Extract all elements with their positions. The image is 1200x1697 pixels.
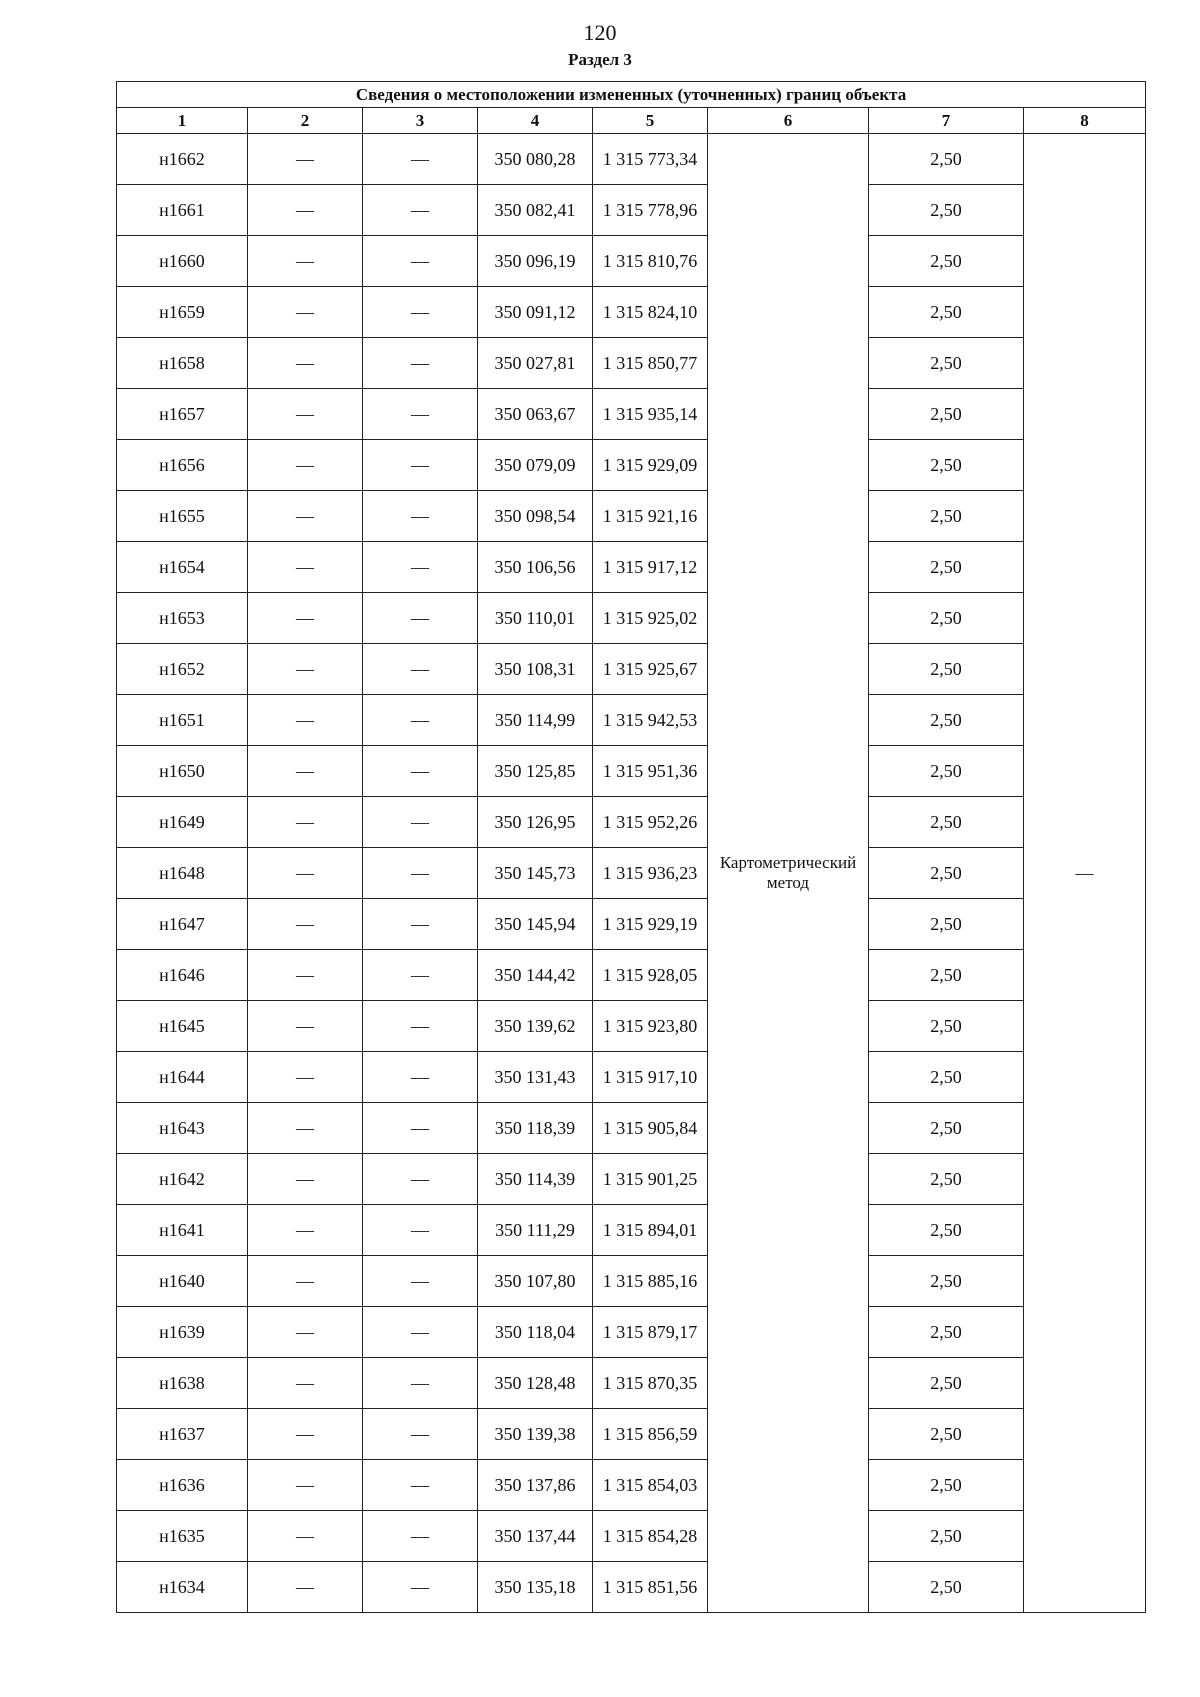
y-coordinate-cell: 1 315 925,67 — [593, 644, 708, 695]
y-coordinate-cell: 1 315 942,53 — [593, 695, 708, 746]
y-coordinate-cell: 1 315 905,84 — [593, 1103, 708, 1154]
col3-cell: — — [363, 797, 478, 848]
accuracy-cell: 2,50 — [869, 1562, 1024, 1613]
point-name-cell: н1642 — [117, 1154, 248, 1205]
point-name-cell: н1643 — [117, 1103, 248, 1154]
col3-cell: — — [363, 899, 478, 950]
x-coordinate-cell: 350 108,31 — [478, 644, 593, 695]
table-body — [117, 134, 1146, 1613]
point-name-cell: н1638 — [117, 1358, 248, 1409]
boundary-coordinates-table — [116, 81, 1146, 1613]
accuracy-cell: 2,50 — [869, 1256, 1024, 1307]
point-name-cell: н1652 — [117, 644, 248, 695]
y-coordinate-cell: 1 315 879,17 — [593, 1307, 708, 1358]
y-coordinate-cell: 1 315 921,16 — [593, 491, 708, 542]
point-name-cell: н1634 — [117, 1562, 248, 1613]
col3-cell: — — [363, 338, 478, 389]
accuracy-cell: 2,50 — [869, 185, 1024, 236]
accuracy-cell: 2,50 — [869, 848, 1024, 899]
table-row — [117, 1562, 1146, 1613]
x-coordinate-cell: 350 106,56 — [478, 542, 593, 593]
col3-cell: — — [363, 644, 478, 695]
point-name-cell: н1646 — [117, 950, 248, 1001]
col2-cell: — — [248, 1154, 363, 1205]
y-coordinate-cell: 1 315 928,05 — [593, 950, 708, 1001]
col2-cell: — — [248, 1307, 363, 1358]
accuracy-cell: 2,50 — [869, 1460, 1024, 1511]
point-name-cell: н1639 — [117, 1307, 248, 1358]
col2-cell: — — [248, 1409, 363, 1460]
table-row — [117, 1205, 1146, 1256]
column-number-7: 7 — [869, 108, 1024, 134]
col2-cell: — — [248, 1205, 363, 1256]
accuracy-cell: 2,50 — [869, 1409, 1024, 1460]
col3-cell: — — [363, 236, 478, 287]
col3-cell: — — [363, 1409, 478, 1460]
column-number-4: 4 — [478, 108, 593, 134]
accuracy-cell: 2,50 — [869, 1205, 1024, 1256]
accuracy-cell: 2,50 — [869, 1154, 1024, 1205]
column-number-2: 2 — [248, 108, 363, 134]
accuracy-cell: 2,50 — [869, 746, 1024, 797]
point-name-cell: н1653 — [117, 593, 248, 644]
x-coordinate-cell: 350 118,04 — [478, 1307, 593, 1358]
col2-cell: — — [248, 593, 363, 644]
point-name-cell: н1656 — [117, 440, 248, 491]
col2-cell: — — [248, 1511, 363, 1562]
y-coordinate-cell: 1 315 854,03 — [593, 1460, 708, 1511]
accuracy-cell: 2,50 — [869, 797, 1024, 848]
y-coordinate-cell: 1 315 952,26 — [593, 797, 708, 848]
col2-cell: — — [248, 542, 363, 593]
column-number-6: 6 — [708, 108, 869, 134]
x-coordinate-cell: 350 098,54 — [478, 491, 593, 542]
x-coordinate-cell: 350 110,01 — [478, 593, 593, 644]
x-coordinate-cell: 350 125,85 — [478, 746, 593, 797]
table-row — [117, 1307, 1146, 1358]
col2-cell: — — [248, 1052, 363, 1103]
x-coordinate-cell: 350 096,19 — [478, 236, 593, 287]
col2-cell: — — [248, 1256, 363, 1307]
x-coordinate-cell: 350 082,41 — [478, 185, 593, 236]
table-row — [117, 1409, 1146, 1460]
table-row — [117, 440, 1146, 491]
x-coordinate-cell: 350 118,39 — [478, 1103, 593, 1154]
accuracy-cell: 2,50 — [869, 1052, 1024, 1103]
x-coordinate-cell: 350 131,43 — [478, 1052, 593, 1103]
table-caption: Сведения о местоположении измененных (уточненных) границ объекта — [117, 82, 1146, 108]
table-row — [117, 389, 1146, 440]
y-coordinate-cell: 1 315 901,25 — [593, 1154, 708, 1205]
accuracy-cell: 2,50 — [869, 1358, 1024, 1409]
y-coordinate-cell: 1 315 936,23 — [593, 848, 708, 899]
x-coordinate-cell: 350 027,81 — [478, 338, 593, 389]
x-coordinate-cell: 350 139,38 — [478, 1409, 593, 1460]
point-name-cell: н1661 — [117, 185, 248, 236]
x-coordinate-cell: 350 137,86 — [478, 1460, 593, 1511]
x-coordinate-cell: 350 063,67 — [478, 389, 593, 440]
x-coordinate-cell: 350 080,28 — [478, 134, 593, 185]
y-coordinate-cell: 1 315 885,16 — [593, 1256, 708, 1307]
point-name-cell: н1635 — [117, 1511, 248, 1562]
col2-cell: — — [248, 1358, 363, 1409]
x-coordinate-cell: 350 137,44 — [478, 1511, 593, 1562]
col2-cell: — — [248, 950, 363, 1001]
col2-cell: — — [248, 389, 363, 440]
col3-cell: — — [363, 1307, 478, 1358]
y-coordinate-cell: 1 315 854,28 — [593, 1511, 708, 1562]
col3-cell: — — [363, 542, 478, 593]
col3-cell: — — [363, 134, 478, 185]
page-number: 120 — [583, 20, 617, 45]
col3-cell: — — [363, 593, 478, 644]
col2-cell: — — [248, 1001, 363, 1052]
column-number-1: 1 — [117, 108, 248, 134]
table-row — [117, 797, 1146, 848]
col2-cell: — — [248, 287, 363, 338]
point-name-cell: н1659 — [117, 287, 248, 338]
table-row — [117, 287, 1146, 338]
table-row — [117, 1511, 1146, 1562]
accuracy-cell: 2,50 — [869, 236, 1024, 287]
col3-cell: — — [363, 287, 478, 338]
table-row — [117, 185, 1146, 236]
x-coordinate-cell: 350 139,62 — [478, 1001, 593, 1052]
section-title: Раздел 3 — [568, 50, 632, 69]
x-coordinate-cell: 350 126,95 — [478, 797, 593, 848]
col2-cell: — — [248, 236, 363, 287]
col3-cell: — — [363, 1205, 478, 1256]
col3-cell: — — [363, 1460, 478, 1511]
y-coordinate-cell: 1 315 810,76 — [593, 236, 708, 287]
accuracy-cell: 2,50 — [869, 134, 1024, 185]
x-coordinate-cell: 350 145,94 — [478, 899, 593, 950]
x-coordinate-cell: 350 114,39 — [478, 1154, 593, 1205]
table-row — [117, 236, 1146, 287]
point-name-cell: н1647 — [117, 899, 248, 950]
col3-cell: — — [363, 1103, 478, 1154]
table-row — [117, 950, 1146, 1001]
col2-cell: — — [248, 440, 363, 491]
point-name-cell: н1641 — [117, 1205, 248, 1256]
point-name-cell: н1644 — [117, 1052, 248, 1103]
table-row — [117, 848, 1146, 899]
point-name-cell: н1649 — [117, 797, 248, 848]
y-coordinate-cell: 1 315 929,19 — [593, 899, 708, 950]
point-name-cell: н1650 — [117, 746, 248, 797]
point-name-cell: н1651 — [117, 695, 248, 746]
point-name-cell: н1654 — [117, 542, 248, 593]
col2-cell: — — [248, 695, 363, 746]
y-coordinate-cell: 1 315 917,10 — [593, 1052, 708, 1103]
table-row — [117, 491, 1146, 542]
col3-cell: — — [363, 491, 478, 542]
point-name-cell: н1655 — [117, 491, 248, 542]
point-name-cell: н1645 — [117, 1001, 248, 1052]
col3-cell: — — [363, 389, 478, 440]
accuracy-cell: 2,50 — [869, 1001, 1024, 1052]
point-name-cell: н1660 — [117, 236, 248, 287]
table-row — [117, 1103, 1146, 1154]
column-number-5: 5 — [593, 108, 708, 134]
col2-cell: — — [248, 797, 363, 848]
point-name-cell: н1637 — [117, 1409, 248, 1460]
table-row — [117, 1052, 1146, 1103]
col3-cell: — — [363, 1562, 478, 1613]
col3-cell: — — [363, 1358, 478, 1409]
y-coordinate-cell: 1 315 870,35 — [593, 1358, 708, 1409]
y-coordinate-cell: 1 315 929,09 — [593, 440, 708, 491]
accuracy-cell: 2,50 — [869, 338, 1024, 389]
x-coordinate-cell: 350 114,99 — [478, 695, 593, 746]
accuracy-cell: 2,50 — [869, 899, 1024, 950]
x-coordinate-cell: 350 091,12 — [478, 287, 593, 338]
accuracy-cell: 2,50 — [869, 1307, 1024, 1358]
accuracy-cell: 2,50 — [869, 1103, 1024, 1154]
table-row — [117, 695, 1146, 746]
y-coordinate-cell: 1 315 917,12 — [593, 542, 708, 593]
col3-cell: — — [363, 950, 478, 1001]
y-coordinate-cell: 1 315 824,10 — [593, 287, 708, 338]
col2-cell: — — [248, 1103, 363, 1154]
col3-cell: — — [363, 185, 478, 236]
col3-cell: — — [363, 848, 478, 899]
accuracy-cell: 2,50 — [869, 593, 1024, 644]
col2-cell: — — [248, 746, 363, 797]
table-row — [117, 593, 1146, 644]
point-name-cell: н1658 — [117, 338, 248, 389]
point-name-cell: н1648 — [117, 848, 248, 899]
table-row — [117, 1154, 1146, 1205]
col2-cell: — — [248, 185, 363, 236]
x-coordinate-cell: 350 079,09 — [478, 440, 593, 491]
point-name-cell: н1662 — [117, 134, 248, 185]
point-name-cell: н1636 — [117, 1460, 248, 1511]
col2-cell: — — [248, 848, 363, 899]
col2-cell: — — [248, 899, 363, 950]
y-coordinate-cell: 1 315 894,01 — [593, 1205, 708, 1256]
col3-cell: — — [363, 440, 478, 491]
x-coordinate-cell: 350 145,73 — [478, 848, 593, 899]
table-row — [117, 338, 1146, 389]
accuracy-cell: 2,50 — [869, 491, 1024, 542]
x-coordinate-cell: 350 135,18 — [478, 1562, 593, 1613]
table-row — [117, 899, 1146, 950]
accuracy-cell: 2,50 — [869, 542, 1024, 593]
point-name-cell: н1657 — [117, 389, 248, 440]
col3-cell: — — [363, 695, 478, 746]
col3-cell: — — [363, 1001, 478, 1052]
y-coordinate-cell: 1 315 856,59 — [593, 1409, 708, 1460]
col8-merged-cell: — — [1024, 134, 1146, 1613]
x-coordinate-cell: 350 144,42 — [478, 950, 593, 1001]
y-coordinate-cell: 1 315 851,56 — [593, 1562, 708, 1613]
col2-cell: — — [248, 338, 363, 389]
col3-cell: — — [363, 1256, 478, 1307]
table-row — [117, 644, 1146, 695]
table-row — [117, 1358, 1146, 1409]
table-row — [117, 746, 1146, 797]
accuracy-cell: 2,50 — [869, 644, 1024, 695]
accuracy-cell: 2,50 — [869, 1511, 1024, 1562]
accuracy-cell: 2,50 — [869, 287, 1024, 338]
table-row — [117, 1256, 1146, 1307]
y-coordinate-cell: 1 315 925,02 — [593, 593, 708, 644]
column-number-row — [117, 108, 1146, 134]
col3-cell: — — [363, 746, 478, 797]
method-cell: Картометрический метод — [708, 134, 869, 1613]
y-coordinate-cell: 1 315 923,80 — [593, 1001, 708, 1052]
x-coordinate-cell: 350 107,80 — [478, 1256, 593, 1307]
column-number-8: 8 — [1024, 108, 1146, 134]
table-row — [117, 1460, 1146, 1511]
x-coordinate-cell: 350 111,29 — [478, 1205, 593, 1256]
table-row — [117, 542, 1146, 593]
table-row — [117, 1001, 1146, 1052]
col3-cell: — — [363, 1154, 478, 1205]
x-coordinate-cell: 350 128,48 — [478, 1358, 593, 1409]
col2-cell: — — [248, 134, 363, 185]
accuracy-cell: 2,50 — [869, 950, 1024, 1001]
col3-cell: — — [363, 1052, 478, 1103]
col3-cell: — — [363, 1511, 478, 1562]
accuracy-cell: 2,50 — [869, 440, 1024, 491]
col2-cell: — — [248, 1562, 363, 1613]
point-name-cell: н1640 — [117, 1256, 248, 1307]
y-coordinate-cell: 1 315 773,34 — [593, 134, 708, 185]
accuracy-cell: 2,50 — [869, 695, 1024, 746]
col2-cell: — — [248, 644, 363, 695]
col2-cell: — — [248, 1460, 363, 1511]
table-row — [117, 134, 1146, 185]
accuracy-cell: 2,50 — [869, 389, 1024, 440]
y-coordinate-cell: 1 315 951,36 — [593, 746, 708, 797]
y-coordinate-cell: 1 315 850,77 — [593, 338, 708, 389]
y-coordinate-cell: 1 315 935,14 — [593, 389, 708, 440]
col2-cell: — — [248, 491, 363, 542]
y-coordinate-cell: 1 315 778,96 — [593, 185, 708, 236]
column-number-3: 3 — [363, 108, 478, 134]
